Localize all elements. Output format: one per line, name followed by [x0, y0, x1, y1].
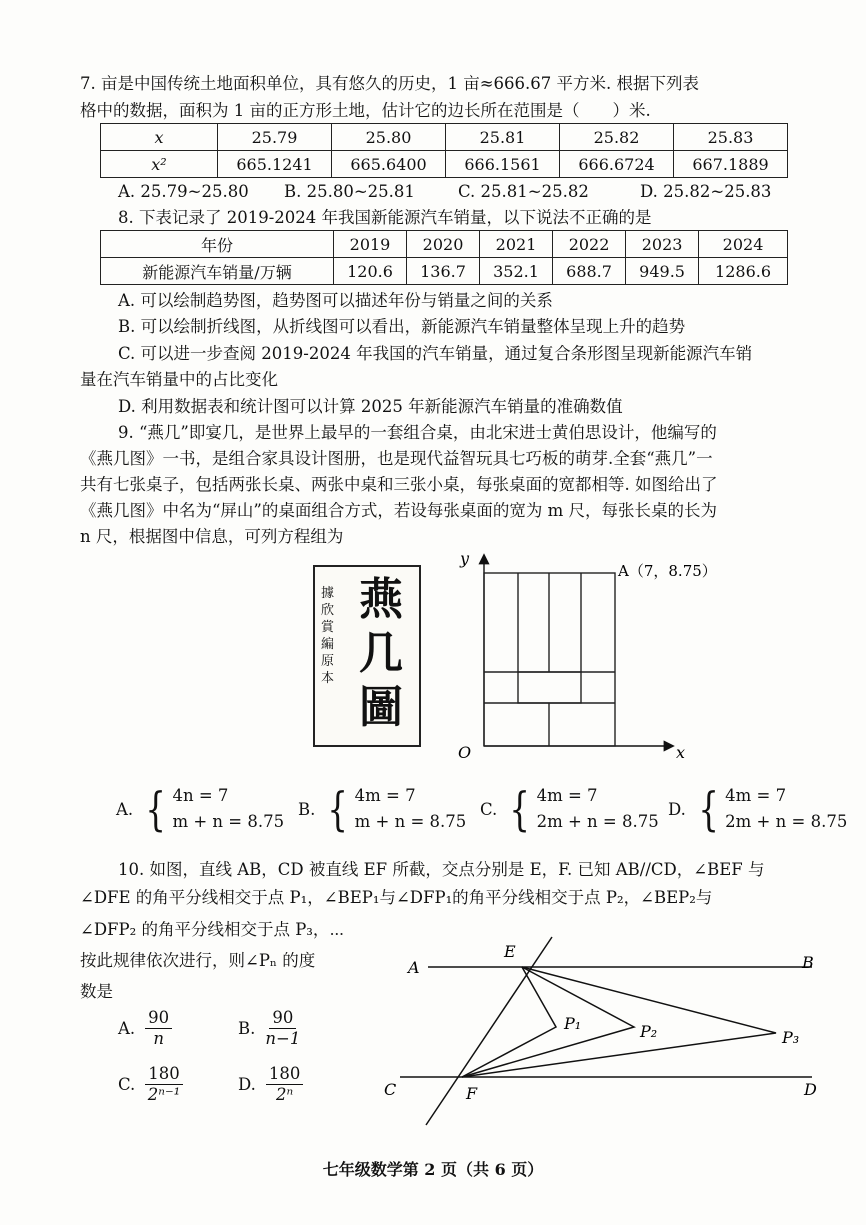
q8-sales-cell: 949.5: [626, 258, 699, 285]
point-p1-label: P₁: [564, 1014, 582, 1033]
q8-row2-head: 新能源汽车销量/万辆: [101, 258, 334, 285]
table-row: [101, 124, 788, 151]
numerator: 180: [145, 1064, 183, 1085]
q7-option-c[interactable]: C. 25.81~25.82: [458, 182, 589, 201]
denominator: 2ⁿ⁻¹: [147, 1085, 181, 1104]
origin-label: O: [458, 743, 472, 762]
q7-x-cell: 25.82: [560, 124, 674, 151]
x-axis-label: x: [676, 743, 686, 762]
q7-row2-head: x²: [101, 151, 218, 178]
q10-stem-line4: 按此规律依次进行，则∠Pₙ 的度: [80, 951, 316, 970]
q10-stem-line2: ∠DFE 的角平分线相交于点 P₁，∠BEP₁与∠DFP₁的角平分线相交于点 P₂，∠BEP₂与: [80, 888, 713, 907]
yanji-book-cover: [313, 565, 421, 747]
equation: 2m + n = 8.75: [536, 812, 659, 831]
table-row: [101, 231, 788, 258]
q7-x-cell: 25.80: [332, 124, 446, 151]
q8-table: [100, 230, 788, 285]
q10-geometry-figure: [380, 935, 830, 1135]
line-ef: [426, 937, 552, 1125]
equation: 4m = 7: [536, 786, 598, 805]
book-title-char: 几: [359, 628, 403, 679]
equation: 4n = 7: [172, 786, 229, 805]
denominator: 2ⁿ: [276, 1085, 294, 1104]
numerator: 180: [266, 1064, 304, 1085]
denominator: n: [153, 1029, 164, 1048]
q7-option-b[interactable]: B. 25.80~25.81: [284, 182, 415, 201]
q9-option-c[interactable]: [480, 783, 659, 835]
point-d-label: D: [804, 1080, 817, 1099]
point-p3-label: P₃: [782, 1028, 800, 1047]
option-label: A.: [118, 1019, 136, 1038]
q8-year-cell: 2019: [334, 231, 407, 258]
point-a-label: A（7，8.75）: [618, 562, 717, 580]
q8-sales-cell: 688.7: [553, 258, 626, 285]
point-f-label: F: [466, 1084, 478, 1103]
q7-table: [100, 123, 788, 178]
q7-x2-cell: 667.1889: [674, 151, 788, 178]
point-e-label: E: [504, 942, 516, 961]
table-row: [101, 151, 788, 178]
q8-year-cell: 2024: [699, 231, 788, 258]
equation: m + n = 8.75: [354, 812, 467, 831]
q7-x-cell: 25.83: [674, 124, 788, 151]
q8-stem: 8. 下表记录了 2019-2024 年我国新能源汽车销量，以下说法不正确的是: [118, 208, 652, 227]
q9-option-a[interactable]: [116, 783, 284, 835]
q7-row1-head: x: [101, 124, 218, 151]
q9-stem-line4: 《燕几图》中名为“屏山”的桌面组合方式，若设每张桌面的宽为 m 尺，每张长桌的长为: [80, 501, 718, 520]
y-axis-label: y: [460, 549, 470, 568]
q9-option-b[interactable]: [298, 783, 466, 835]
q8-option-c-line1[interactable]: C. 可以进一步查阅 2019-2024 年我国的汽车销量，通过复合条形图呈现新能源汽车销: [118, 344, 753, 363]
middle-table: [518, 672, 581, 703]
q10-option-d[interactable]: [238, 1064, 303, 1105]
q9-stem-line3: 共有七张桌子，包括两张长桌、两张中桌和三张小桌，每张桌面的宽都相等. 如图给出了: [80, 475, 718, 494]
option-label: B.: [298, 799, 316, 819]
q7-x2-cell: 665.1241: [218, 151, 332, 178]
numerator: 90: [145, 1008, 172, 1029]
q9-stem-line2: 《燕几图》一书，是组合家具设计图册，也是现代益智玩具七巧板的萌芽.全套“燕几”一: [80, 449, 713, 468]
equation: 4m = 7: [354, 786, 416, 805]
q8-row1-head: 年份: [101, 231, 334, 258]
q8-year-cell: 2022: [553, 231, 626, 258]
book-title-char: 圖: [359, 682, 403, 733]
q7-stem-line2: 格中的数据，面积为 1 亩的正方形土地，估计它的边长所在范围是（ ）米.: [80, 101, 651, 120]
q7-x2-cell: 666.1561: [446, 151, 560, 178]
q8-sales-cell: 120.6: [334, 258, 407, 285]
q10-stem-line3: ∠DFP₂ 的角平分线相交于点 P₃，⋯: [80, 920, 345, 939]
q9-option-d[interactable]: [668, 783, 847, 835]
q10-option-b[interactable]: [238, 1008, 300, 1049]
book-subtitle: 據欣賞編原本: [321, 586, 335, 686]
brace-icon: {: [509, 782, 531, 836]
point-c-label: C: [384, 1080, 397, 1099]
q7-option-a[interactable]: A. 25.79~25.80: [118, 182, 249, 201]
brace-icon: {: [145, 782, 167, 836]
q10-stem-line5: 数是: [80, 982, 113, 1001]
q8-option-a[interactable]: A. 可以绘制趋势图，趋势图可以描述年份与销量之间的关系: [118, 291, 553, 310]
q10-stem-line1: 10. 如图，直线 AB，CD 被直线 EF 所截，交点分别是 E，F. 已知 AB//CD，∠BEF 与: [118, 860, 765, 879]
q7-stem-line1: 7. 亩是中国传统土地面积单位，具有悠久的历史，1 亩≈666.67 平方米. 根据下列表: [80, 74, 700, 93]
point-b-label: B: [802, 953, 814, 972]
q9-stem-line5: n 尺，根据图中信息，可列方程组为: [80, 527, 344, 546]
q7-x-cell: 25.79: [218, 124, 332, 151]
option-label: D.: [238, 1075, 256, 1094]
bisector-p3: [462, 967, 776, 1077]
equation: 2m + n = 8.75: [725, 812, 848, 831]
q10-option-a[interactable]: [118, 1008, 172, 1049]
page-footer: 七年级数学第 2 页（共 6 页）: [322, 1160, 544, 1179]
option-label: B.: [238, 1019, 256, 1038]
q7-x2-cell: 666.6724: [560, 151, 674, 178]
q8-sales-cell: 136.7: [407, 258, 480, 285]
q8-year-cell: 2023: [626, 231, 699, 258]
equation: 4m = 7: [725, 786, 787, 805]
point-a-label: A: [408, 958, 420, 977]
bisector-p2: [462, 967, 634, 1077]
q8-year-cell: 2020: [407, 231, 480, 258]
q8-sales-cell: 1286.6: [699, 258, 788, 285]
brace-icon: {: [698, 782, 719, 836]
numerator: 90: [269, 1008, 296, 1029]
q9-coordinate-figure: [450, 548, 750, 763]
q8-sales-cell: 352.1: [480, 258, 553, 285]
q7-x-cell: 25.81: [446, 124, 560, 151]
point-p2-label: P₂: [640, 1022, 658, 1041]
table-row: [101, 258, 788, 285]
brace-icon: {: [327, 782, 349, 836]
book-title-char: 燕: [359, 574, 403, 625]
equation: m + n = 8.75: [172, 812, 285, 831]
option-label: C.: [480, 799, 498, 819]
q7-x2-cell: 665.6400: [332, 151, 446, 178]
q8-option-c-line2: 量在汽车销量中的占比变化: [80, 370, 278, 389]
q10-option-c[interactable]: [118, 1064, 183, 1105]
q8-option-d[interactable]: D. 利用数据表和统计图可以计算 2025 年新能源汽车销量的准确数值: [118, 397, 623, 416]
bisector-p1: [462, 967, 556, 1077]
q8-option-b[interactable]: B. 可以绘制折线图，从折线图可以看出，新能源汽车销量整体呈现上升的趋势: [118, 317, 686, 336]
q8-year-cell: 2021: [480, 231, 553, 258]
q7-option-d[interactable]: D. 25.82~25.83: [640, 182, 772, 201]
table-layout: [484, 573, 615, 746]
denominator: n−1: [265, 1029, 301, 1048]
option-label: D.: [668, 799, 686, 819]
option-label: C.: [118, 1075, 136, 1094]
option-label: A.: [116, 799, 134, 819]
q9-stem-line1: 9. “燕几”即宴几，是世界上最早的一套组合桌，由北宋进士黄伯思设计，他编写的: [118, 423, 717, 442]
q7-options: [118, 180, 818, 204]
